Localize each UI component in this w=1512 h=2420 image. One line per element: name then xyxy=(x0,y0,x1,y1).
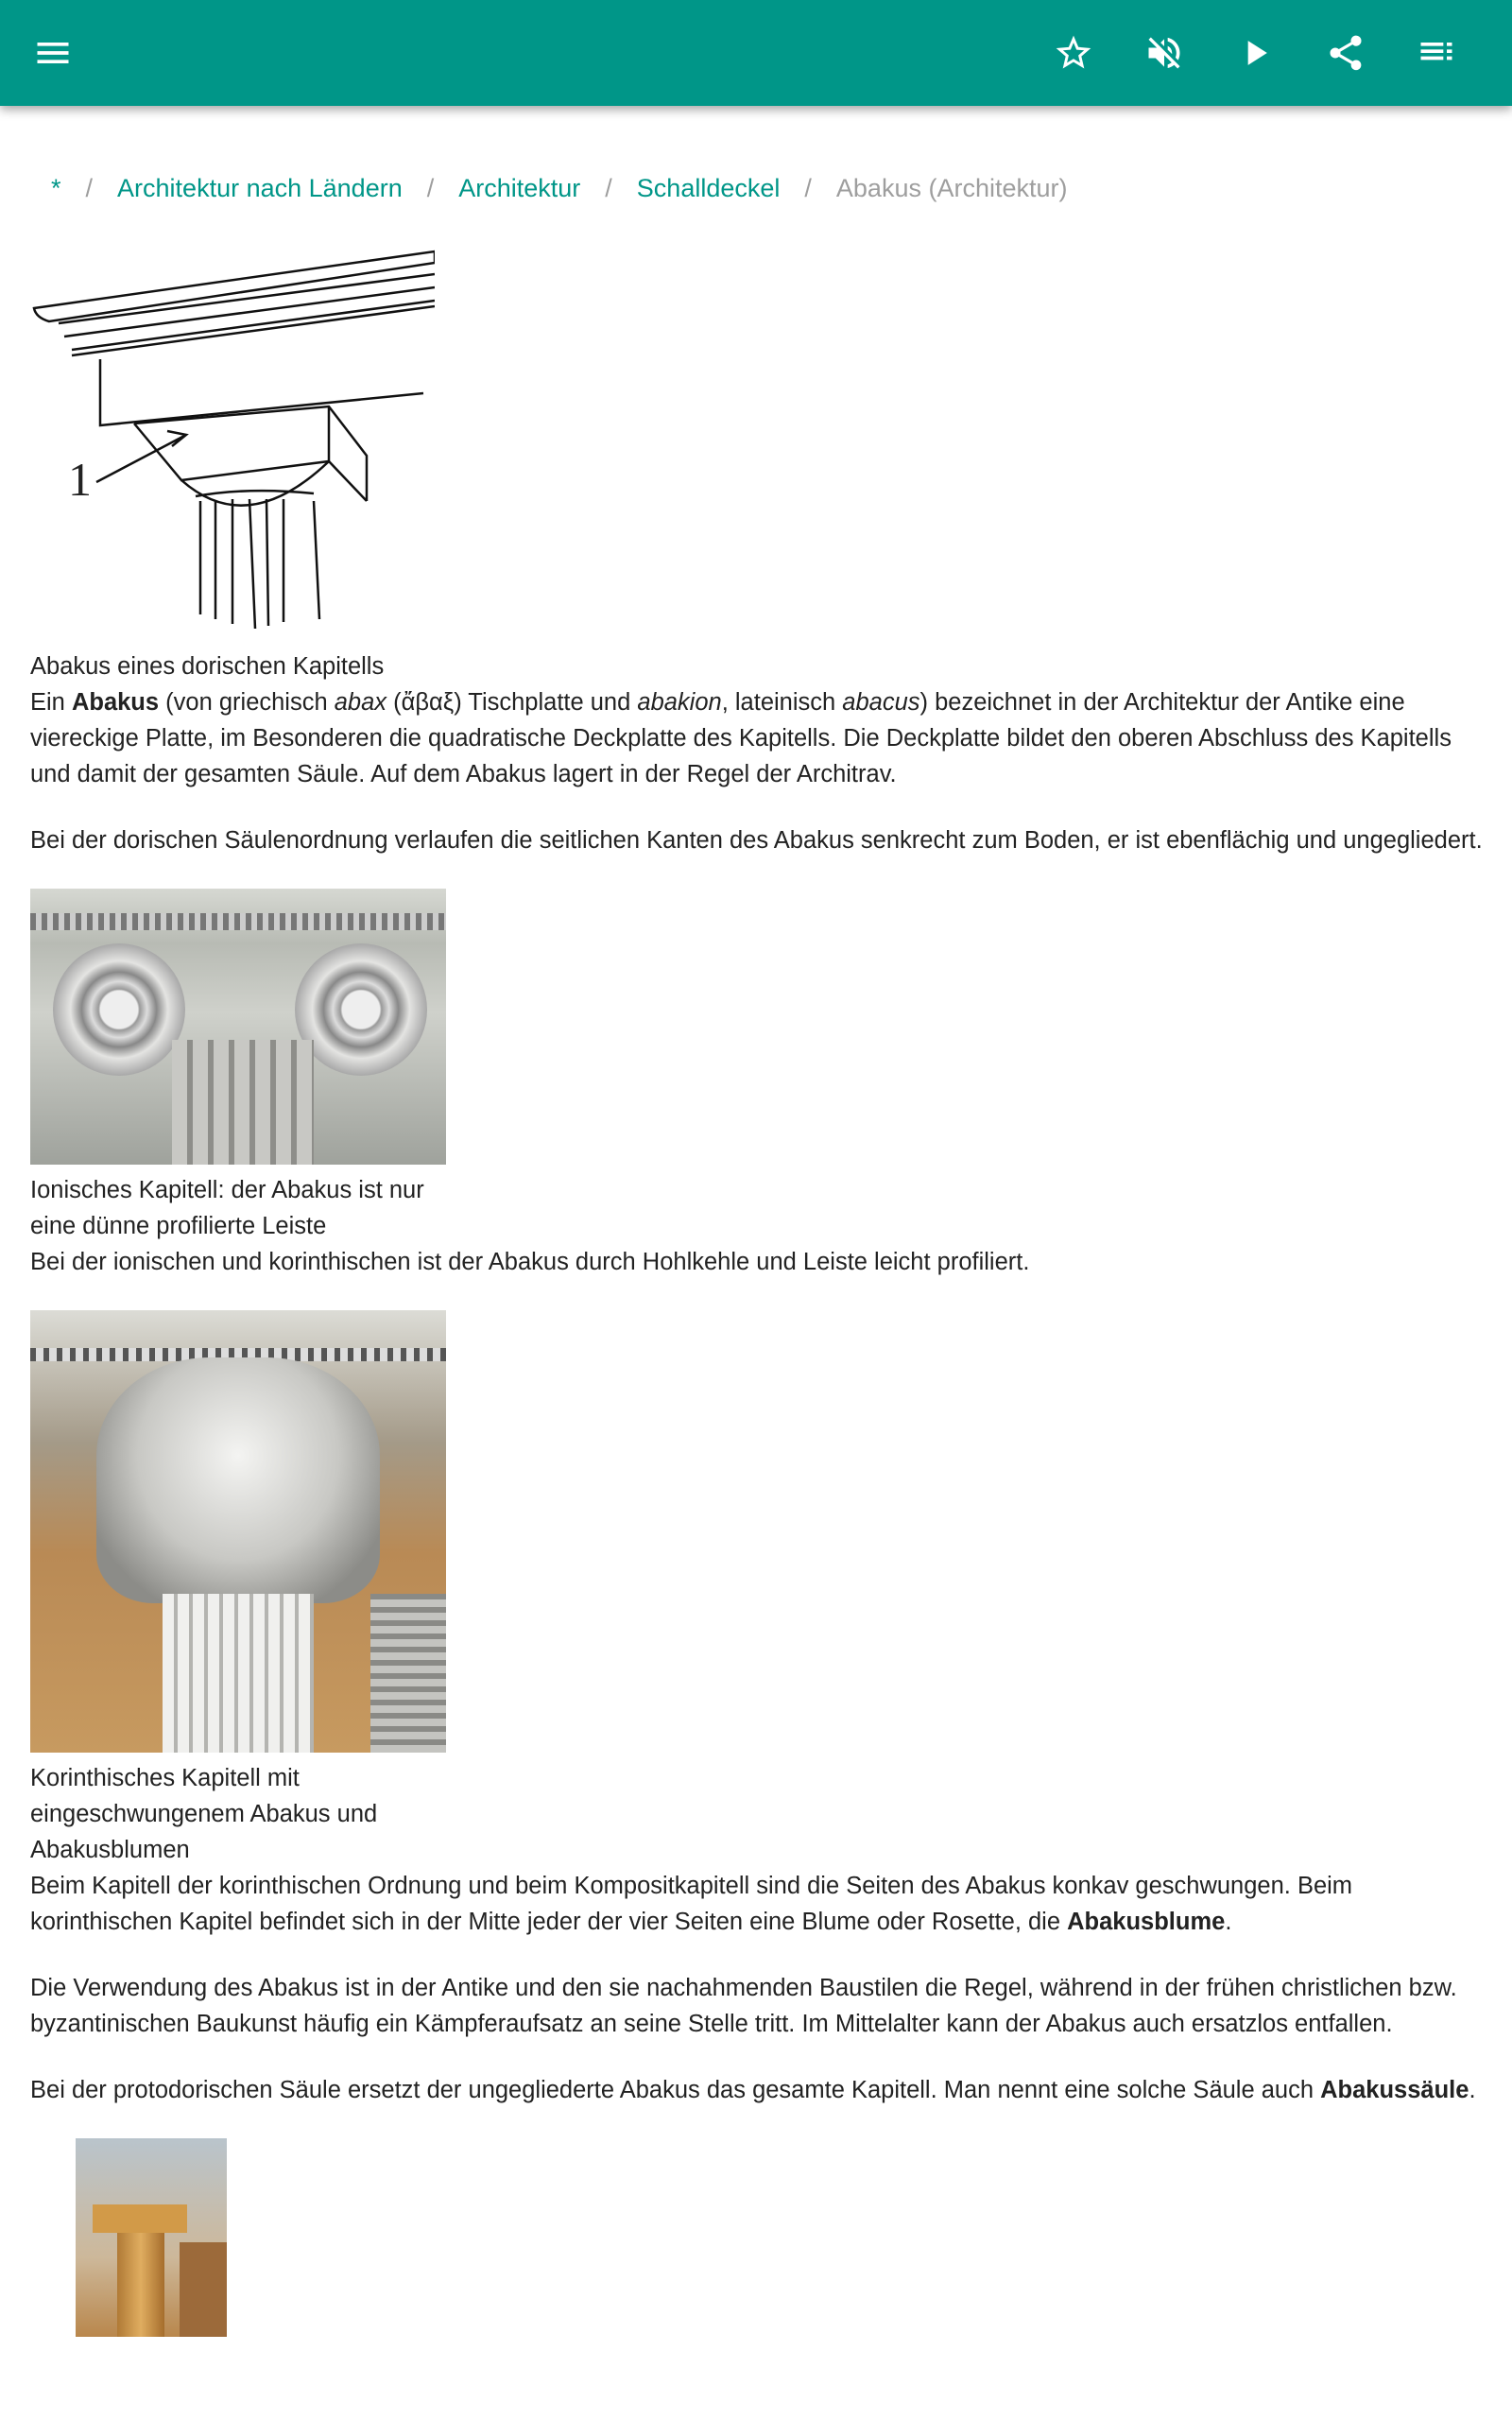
breadcrumb-separator: / xyxy=(605,174,612,202)
corinthian-capital-photo[interactable] xyxy=(30,1310,446,1753)
breadcrumb xyxy=(30,151,1486,225)
abakus-column-photo[interactable] xyxy=(76,2138,227,2337)
menu-icon[interactable] xyxy=(30,30,76,76)
figure-caption: Abakus eines dorischen Kapitells xyxy=(30,653,385,680)
breadcrumb-separator: / xyxy=(804,174,812,202)
paragraph: Die Verwendung des Abakus ist in der Antike und den sie nachahmenden Baustilen die Regel, während in der frühen christlichen bzw. byzantinischen Baukunst häufig ein Kämpferaufsatz an seine Stelle tritt. Im Mittelalter kann der Abakus auch ersatzlos entfallen. xyxy=(30,1975,1457,2037)
paragraph: Bei der dorischen Säulenordnung verlaufen die seitlichen Kanten des Abakus senkrecht zum Boden, er ist ebenflächig und ungegliedert. xyxy=(30,827,1483,854)
play-icon[interactable] xyxy=(1232,30,1278,76)
breadcrumb-current: Abakus (Architektur) xyxy=(835,174,1068,202)
share-icon[interactable] xyxy=(1323,30,1368,76)
ionic-capital-photo[interactable] xyxy=(30,889,446,1165)
article-content xyxy=(30,151,1486,2337)
breadcrumb-architektur[interactable]: Architektur xyxy=(458,174,581,202)
doric-capital-diagram[interactable] xyxy=(30,246,435,633)
breadcrumb-home[interactable]: * xyxy=(51,174,61,202)
paragraph: Beim Kapitell der korinthischen Ordnung und beim Kompositkapitell sind die Seiten des Abakus konkav geschwungen. Beim korinthischen Kapitel befindet sich in der Mitte jeder der vier Seiten eine Blume oder Rosette, die Abakusblume. xyxy=(30,1873,1353,1935)
paragraph: Ein Abakus (von griechisch abax (ἄβαξ) Tischplatte und abakion, lateinisch abacus) bezeichnet in der Architektur der Antike eine viereckige Platte, im Besonderen die quadratische Deckplatte des Kapitells. Die Deckplatte bildet den oberen Abschluss des Kapitells und damit der gesamten Säule. Auf dem Abakus lagert in der Regel der Architrav. xyxy=(30,689,1452,787)
star-icon[interactable] xyxy=(1051,30,1096,76)
playlist-icon[interactable] xyxy=(1414,30,1459,76)
breadcrumb-separator: / xyxy=(426,174,435,202)
breadcrumb-architektur-nach-laendern[interactable]: Architektur nach Ländern xyxy=(117,174,403,202)
paragraph: Bei der protodorischen Säule ersetzt der ungegliederte Abakus das gesamte Kapitell. Man nennt eine solche Säule auch Abakussäule. xyxy=(30,2077,1476,2103)
figure-caption: Korinthisches Kapitell mit eingeschwungenem Abakus und Abakusblumen xyxy=(30,1765,378,1863)
paragraph: Bei der ionischen und korinthischen ist der Abakus durch Hohlkehle und Leiste leicht profiliert. xyxy=(30,1249,1030,1275)
breadcrumb-separator: / xyxy=(85,174,94,202)
figure-caption: Ionisches Kapitell: der Abakus ist nur eine dünne profilierte Leiste xyxy=(30,1177,424,1239)
diagram-label: 1 xyxy=(68,453,92,506)
breadcrumb-schalldeckel[interactable]: Schalldeckel xyxy=(636,174,781,202)
app-toolbar xyxy=(0,0,1512,106)
volume-off-icon[interactable] xyxy=(1142,30,1187,76)
